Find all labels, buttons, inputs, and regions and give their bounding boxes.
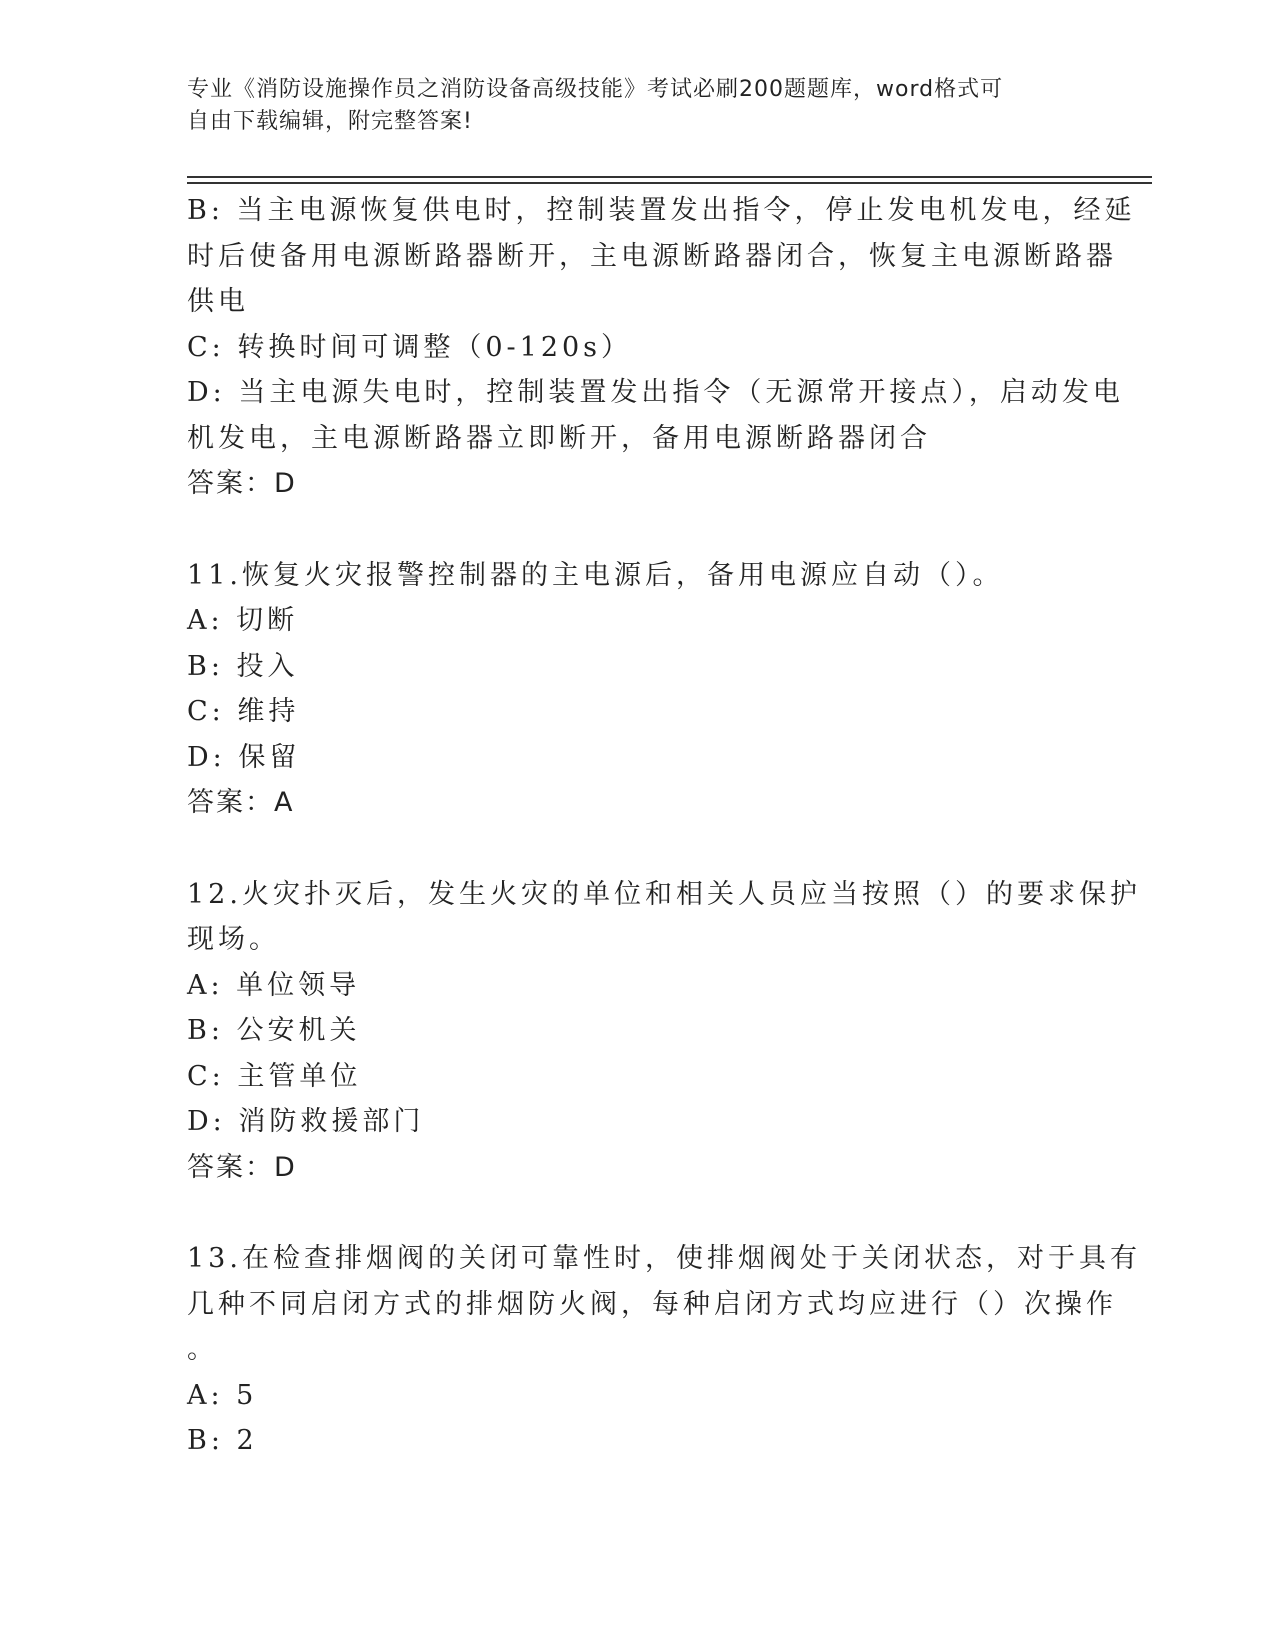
question-stem: 几种不同启闭方式的排烟防火阀，每种启闭方式均应进行（）次操作 — [187, 1288, 1117, 1320]
answer: 答案：A — [187, 787, 295, 818]
option-c: C: 主管单位 — [187, 1060, 362, 1092]
question-stem: 现场。 — [187, 924, 280, 955]
option-b: B: 投入 — [187, 650, 299, 682]
spacer — [187, 507, 1087, 553]
option-a: A: 切断 — [187, 605, 299, 636]
question-12 — [187, 872, 1141, 1191]
header-divider-bottom — [187, 182, 1152, 184]
option-a: A: 单位领导 — [187, 969, 361, 1001]
answer: 答案：D — [187, 1151, 297, 1183]
question-stem: 。 — [187, 1334, 218, 1365]
option-d-line: 机发电，主电源断路器立即断开，备用电源断路器闭合 — [187, 422, 931, 454]
option-c: C: 转换时间可调整（0-120s） — [187, 331, 633, 363]
document-header — [187, 74, 1067, 138]
question-11 — [187, 553, 1087, 826]
question-stem: 12.火灾扑灭后，发生火灾的单位和相关人员应当按照（）的要求保护 — [187, 878, 1141, 910]
option-b: B: 公安机关 — [187, 1015, 361, 1046]
question-content — [187, 188, 1141, 1464]
option-a: A: 5 — [187, 1379, 258, 1411]
header-divider-top — [187, 176, 1152, 178]
option-b-line: 时后使备用电源断路器断开，主电源断路器闭合，恢复主电源断路器 — [187, 240, 1117, 272]
spacer — [187, 826, 1087, 872]
option-c: C: 维持 — [187, 696, 300, 727]
option-b: B: 2 — [187, 1425, 258, 1456]
option-d: D: 消防救援部门 — [187, 1106, 425, 1137]
prev-question-block — [187, 188, 1136, 507]
header-line-2: 自由下载编辑，附完整答案! — [187, 109, 473, 134]
question-stem: 11.恢复火灾报警控制器的主电源后，备用电源应自动（）。 — [187, 559, 1004, 591]
question-13 — [187, 1236, 1141, 1464]
option-d: D: 保留 — [187, 741, 301, 773]
header-line-1: 专业《消防设施操作员之消防设备高级技能》考试必刷200题题库，word格式可 — [187, 77, 1004, 102]
answer: 答案：D — [187, 468, 297, 499]
option-b-line: 供电 — [187, 286, 249, 317]
question-stem: 13.在检查排烟阀的关闭可靠性时，使排烟阀处于关闭状态，对于具有 — [187, 1243, 1141, 1274]
spacer — [187, 1190, 1087, 1236]
option-d-line: D: 当主电源失电时，控制装置发出指令（无源常开接点），启动发电 — [187, 377, 1124, 408]
option-b-line: B: 当主电源恢复供电时，控制装置发出指令，停止发电机发电，经延 — [187, 195, 1136, 226]
